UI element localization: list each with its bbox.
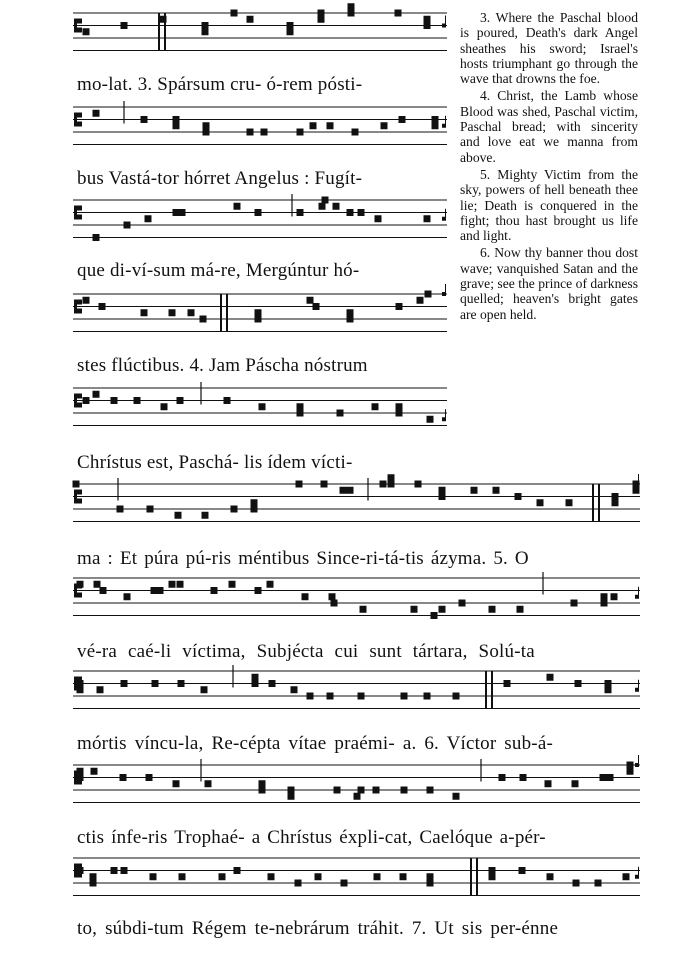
neume-note (612, 493, 619, 500)
neume-note (307, 693, 314, 700)
neume-note (427, 416, 434, 423)
neume-note (537, 499, 544, 506)
neume-note (380, 481, 387, 488)
neume-note (611, 593, 618, 600)
neume-note (152, 680, 159, 687)
clef-head (76, 122, 82, 127)
neume-note (489, 606, 496, 613)
neume-note (388, 474, 395, 481)
neume-note (427, 787, 434, 794)
neume-note (287, 22, 294, 29)
neume-note (177, 581, 184, 588)
neume-note (313, 303, 320, 310)
neume-note (117, 506, 124, 513)
lyric-line-9: ctis ínfe-ris Trophaé- a Chrístus éxpli-cat, Caelóque a-pér- (77, 827, 546, 848)
lyric-line-5: Chrístus est, Paschá- lis ídem vícti- (77, 452, 353, 473)
neume-note (267, 581, 274, 588)
neume-note (348, 3, 355, 10)
neume-note (97, 686, 104, 693)
neume-note (90, 873, 97, 880)
neume-note (571, 600, 578, 607)
neume-note (121, 22, 128, 29)
neume-note (415, 481, 422, 488)
neume-note (200, 316, 207, 323)
neume-note (205, 780, 212, 787)
neume-note (291, 686, 298, 693)
neume-note (358, 693, 365, 700)
clef-head (76, 206, 82, 211)
neume-note (489, 867, 496, 874)
neume-note (173, 122, 180, 129)
lyric-line-4: stes flúctibus. 4. Jam Páscha nóstrum (77, 355, 368, 376)
neume-note (99, 303, 106, 310)
neume-note (269, 680, 276, 687)
neume-note (347, 487, 354, 494)
neume-note (489, 873, 496, 880)
lyric-line-3: que di-ví-sum má-re, Mergúntur hó- (77, 260, 360, 281)
neume-note (169, 581, 176, 588)
neume-note (111, 867, 118, 874)
neume-note (77, 774, 84, 781)
neume-note (545, 780, 552, 787)
neume-note (261, 129, 268, 136)
neume-note (83, 297, 90, 304)
neume-note (146, 774, 153, 781)
neume-note (177, 397, 184, 404)
neume-note (201, 686, 208, 693)
neume-note (229, 581, 236, 588)
neume-note (173, 116, 180, 123)
neume-note (375, 215, 382, 222)
clef-head (76, 490, 82, 495)
neume-note (396, 403, 403, 410)
neume-note (595, 880, 602, 887)
neume-note (111, 397, 118, 404)
neume-note (340, 487, 347, 494)
neume-note (121, 680, 128, 687)
neume-note (605, 680, 612, 687)
neume-note (432, 122, 439, 129)
neume-note (83, 397, 90, 404)
neume-note (547, 674, 554, 681)
double-bar (491, 671, 493, 709)
neume-note (400, 873, 407, 880)
neume-note (424, 693, 431, 700)
neume-note (73, 481, 80, 488)
neume-note (124, 222, 131, 229)
neume-note (231, 506, 238, 513)
neume-note (322, 197, 329, 204)
neume-note (493, 487, 500, 494)
neume-note (302, 593, 309, 600)
neume-note (307, 297, 314, 304)
neume-note (607, 774, 614, 781)
neume-note (77, 768, 84, 775)
neume-note (93, 391, 100, 398)
neume-note (360, 606, 367, 613)
neume-note (575, 680, 582, 687)
neume-note (354, 793, 361, 800)
clef-head (76, 215, 82, 220)
neume-note (431, 612, 438, 619)
neume-note (295, 880, 302, 887)
neume-note (633, 487, 640, 494)
neume-note (327, 693, 334, 700)
neume-note (247, 129, 254, 136)
neume-note (623, 873, 630, 880)
neume-note (401, 787, 408, 794)
neume-note (600, 774, 607, 781)
double-bar (592, 484, 594, 522)
neume-note (424, 215, 431, 222)
neume-note (93, 234, 100, 241)
neume-note (77, 680, 84, 687)
double-bar (470, 858, 472, 896)
neume-note (424, 16, 431, 23)
clef-head (76, 300, 82, 305)
neume-note (297, 129, 304, 136)
neume-note (93, 110, 100, 117)
translation-verse-6: 6. Now thy banner thou dost wave; vanquished Satan and the grave; see the prince of darkness quelled; heaven's bright gates are open held. (460, 245, 638, 322)
neume-note (202, 28, 209, 35)
neume-note (372, 403, 379, 410)
translation-verse-4: 4. Christ, the Lamb whose Blood was shed, Paschal victim, Paschal bread; with sincerity and love eat we manna from above. (460, 88, 638, 165)
neume-note (203, 122, 210, 129)
lyric-line-10: to, súbdi-tum Régem te-nebrárum tráhit. 7. Ut sis per-énne (77, 918, 559, 939)
translation-verse-3: 3. Where the Paschal blood is poured, Death's dark Angel sheathes his sword; Israel's hosts triumphant go through the wave that drowns the foe. (460, 10, 638, 87)
neume-note (259, 403, 266, 410)
neume-note (297, 410, 304, 417)
neume-note (321, 481, 328, 488)
neume-note (297, 403, 304, 410)
neume-note (566, 499, 573, 506)
neume-note (202, 22, 209, 29)
neume-note (259, 787, 266, 794)
neume-note (310, 122, 317, 129)
neume-note (83, 28, 90, 35)
neume-note (151, 587, 158, 594)
clef-head (76, 593, 82, 598)
neume-note (318, 10, 325, 17)
neume-note (627, 768, 634, 775)
neume-note (315, 873, 322, 880)
neume-note (319, 203, 326, 210)
neume-note (396, 410, 403, 417)
neume-note (348, 10, 355, 17)
translation-column (460, 10, 638, 322)
neume-note (173, 780, 180, 787)
neume-note (224, 397, 231, 404)
neume-note (381, 122, 388, 129)
neume-note (252, 680, 259, 687)
neume-note (247, 16, 254, 23)
neume-note (179, 209, 186, 216)
neume-note (547, 873, 554, 880)
neume-note (77, 867, 84, 874)
neume-note (347, 316, 354, 323)
neume-note (573, 880, 580, 887)
neume-note (395, 10, 402, 17)
neume-note (287, 28, 294, 35)
neume-note (160, 16, 167, 23)
neume-note (374, 873, 381, 880)
lyric-line-8: mórtis víncu-la, Re-cépta vítae praémi- a. 6. Víctor sub-á- (77, 733, 553, 754)
neume-note (515, 493, 522, 500)
neume-note (329, 593, 336, 600)
neume-note (439, 487, 446, 494)
neume-note (175, 512, 182, 519)
neume-note (453, 693, 460, 700)
neume-note (519, 867, 526, 874)
neume-note (333, 203, 340, 210)
neume-note (439, 606, 446, 613)
neume-note (145, 215, 152, 222)
neume-note (427, 880, 434, 887)
neume-note (517, 606, 524, 613)
neume-note (288, 793, 295, 800)
neume-note (411, 606, 418, 613)
neume-note (327, 122, 334, 129)
neume-note (453, 793, 460, 800)
neume-note (318, 16, 325, 23)
neume-note (331, 600, 338, 607)
neume-note (255, 587, 262, 594)
neume-note (268, 873, 275, 880)
neume-note (150, 873, 157, 880)
neume-note (90, 880, 97, 887)
neume-note (178, 680, 185, 687)
neume-note (432, 116, 439, 123)
neume-note (251, 506, 258, 513)
neume-note (341, 880, 348, 887)
neume-note (399, 116, 406, 123)
clef-head (76, 403, 82, 408)
neume-note (296, 481, 303, 488)
double-bar (598, 484, 600, 522)
neume-note (252, 674, 259, 681)
neume-note (100, 587, 107, 594)
clef-head (76, 309, 82, 314)
neume-note (77, 581, 84, 588)
neume-note (358, 209, 365, 216)
neume-note (601, 593, 608, 600)
neume-note (255, 309, 262, 316)
neume-note (203, 129, 210, 136)
neume-note (134, 397, 141, 404)
neume-note (147, 506, 154, 513)
neume-note (347, 309, 354, 316)
neume-note (161, 403, 168, 410)
neume-note (504, 680, 511, 687)
neume-note (121, 867, 128, 874)
neume-note (219, 873, 226, 880)
double-bar (485, 671, 487, 709)
neume-note (605, 686, 612, 693)
clef-head (76, 394, 82, 399)
neume-note (157, 587, 164, 594)
neume-note (601, 600, 608, 607)
double-bar (220, 294, 222, 332)
neume-note (471, 487, 478, 494)
neume-note (417, 297, 424, 304)
neume-note (520, 774, 527, 781)
clef-head (76, 499, 82, 504)
neume-note (288, 787, 295, 794)
double-bar (476, 858, 478, 896)
neume-note (91, 768, 98, 775)
neume-note (94, 581, 101, 588)
neume-note (396, 303, 403, 310)
neume-note (255, 209, 262, 216)
neume-note (388, 481, 395, 488)
neume-note (334, 787, 341, 794)
neume-note (179, 873, 186, 880)
neume-note (427, 873, 434, 880)
neume-note (439, 493, 446, 500)
neume-note (459, 600, 466, 607)
neume-note (612, 499, 619, 506)
translation-verse-5: 5. Mighty Victim from the sky, powers of hell beneath thee lie; Death is conquered in the fight; thou hast brought us life and light. (460, 166, 638, 244)
clef-head (76, 19, 82, 24)
neume-note (337, 410, 344, 417)
neume-note (297, 209, 304, 216)
neume-note (425, 291, 432, 298)
neume-note (347, 209, 354, 216)
double-bar (226, 294, 228, 332)
neume-note (352, 129, 359, 136)
clef-head (76, 113, 82, 118)
neume-note (401, 693, 408, 700)
neume-note (358, 787, 365, 794)
neume-note (259, 780, 266, 787)
lyric-line-2: bus Vastá-tor hórret Angelus : Fugít- (77, 168, 363, 189)
neume-note (627, 762, 634, 769)
neume-note (202, 512, 209, 519)
clef-head (76, 28, 82, 33)
lyric-line-6: ma : Et púra pú-ris méntibus Since-ri-tá-tis ázyma. 5. O (77, 548, 529, 569)
lyric-line-1: mo-lat. 3. Spársum cru- ó-rem pósti- (77, 74, 363, 95)
neume-note (373, 787, 380, 794)
neume-note (572, 780, 579, 787)
neume-note (424, 22, 431, 29)
neume-note (120, 774, 127, 781)
neume-note (499, 774, 506, 781)
neume-note (251, 499, 258, 506)
neume-note (173, 209, 180, 216)
neume-note (255, 316, 262, 323)
neume-note (169, 309, 176, 316)
neume-note (141, 309, 148, 316)
neume-note (231, 10, 238, 17)
neume-note (234, 867, 241, 874)
neume-note (211, 587, 218, 594)
neume-note (234, 203, 241, 210)
lyric-line-7: vé-ra caé-li víctima, Subjécta cui sunt tártara, Solú-ta (77, 641, 535, 662)
neume-note (141, 116, 148, 123)
neume-note (124, 593, 131, 600)
neume-note (77, 686, 84, 693)
neume-note (188, 309, 195, 316)
